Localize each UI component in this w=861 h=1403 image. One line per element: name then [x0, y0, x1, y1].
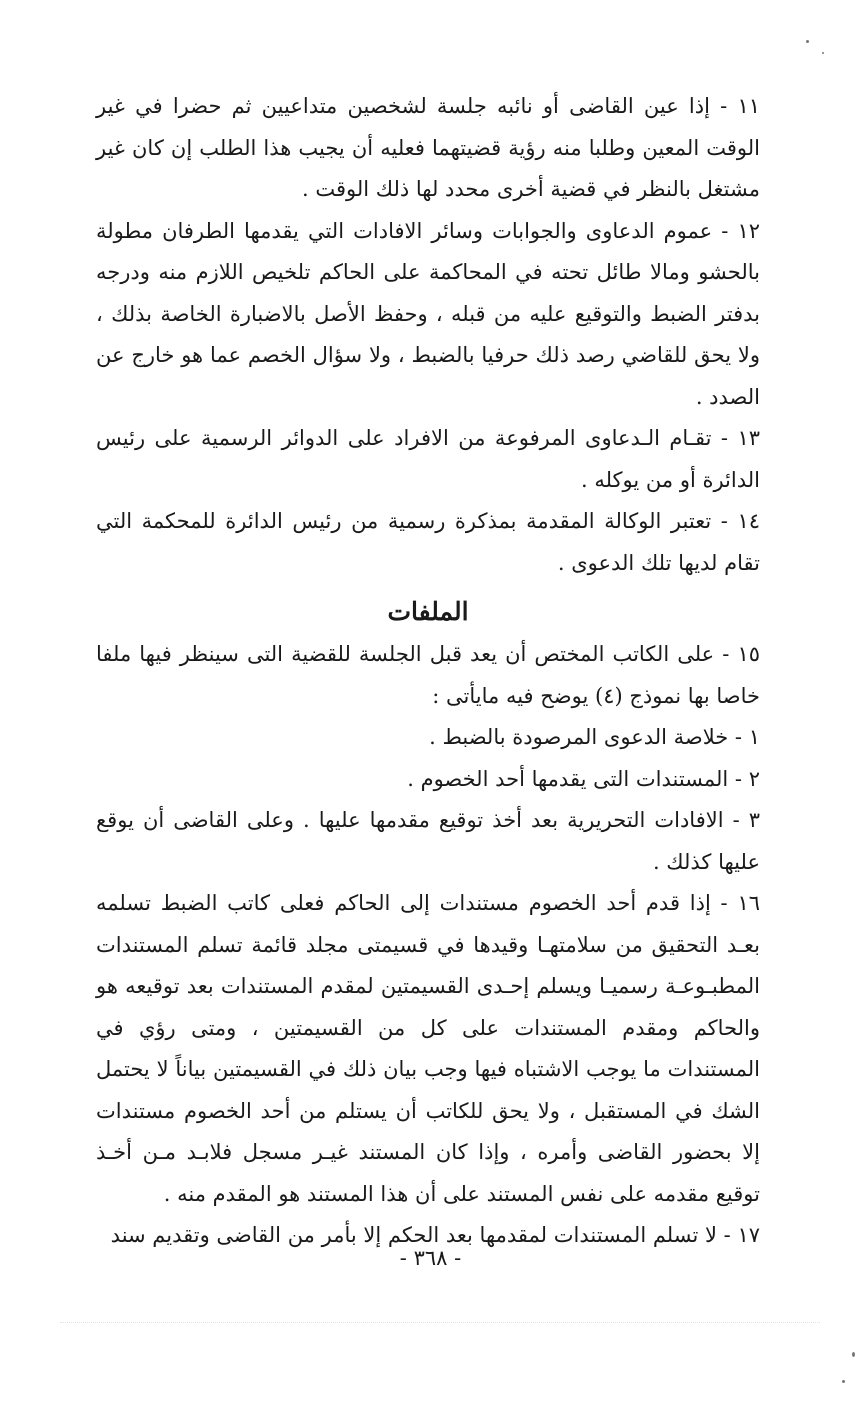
scan-speck	[806, 40, 809, 43]
paragraph-15: ١٥ - على الكاتب المختص أن يعد قبل الجلسة للقضية التى سينظر فيها ملفا خاصا بها نموذج (٤) يوضح فيه مايأتى :	[96, 642, 760, 708]
list-item-1: ١ - خلاصة الدعوى المرصودة بالضبط .	[429, 725, 760, 749]
scan-speck	[852, 1352, 855, 1357]
list-item-3: ٣ - الافادات التحريرية بعد أخذ توقيع مقدمها عليها . وعلى القاضى أن يوقع عليها كذلك .	[96, 808, 760, 874]
paragraph-12: ١٢ - عموم الدعاوى والجوابات وسائر الافادات التي يقدمها الطرفان مطولة بالحشو ومالا طائل تحته في المحاكمة على الحاكم تلخيص اللازم منه ودرجه بدفتر الضبط والتوقيع عليه من قبله ، وحفظ الأصل بالاضبارة الخاصة بذلك ، ولا يحق للقاضي رصد ذلك حرفيا بالضبط ، ولا سؤال الخصم عما هو خارج عن الصدد .	[96, 218, 760, 409]
paragraph-16: ١٦ - إذا قدم أحد الخصوم مستندات إلى الحاكم فعلى كاتب الضبط تسلمه بعـد التحقيق من سلامتهـا وقيدها في قسيمتى مجلد قائمة تسلم المستندات المطبـوعـة رسميـا ويسلم إحـدى القسيمتين لمقدم المستندات بعد توقيعه هو والحاكم ومقدم المستندات على كل من القسيمتين ، ومتى رؤي في المستندات ما يوجب الاشتباه فيها وجب بيان ذلك في القسيمتين بياناً لا يحتمل الشك في المستقبل ، ولا يحق للكاتب أن يستلم من أحد الخصوم مستندات إلا بحضور القاضى وأمره ، وإذا كان المستند غيـر مسجل فلابـد مـن أخـذ توقيع مقدمه على نفس المستند على أن هذا المستند هو المقدم منه .	[96, 891, 760, 1206]
scan-speck	[842, 1380, 845, 1383]
scan-noise	[60, 1322, 820, 1347]
paragraph-13: ١٣ - تقـام الـدعاوى المرفوعة من الافراد على الدوائر الرسمية على رئيس الدائرة أو من يوكله .	[96, 426, 760, 492]
paragraph-14: ١٤ - تعتبر الوكالة المقدمة بمذكرة رسمية من رئيس الدائرة للمحكمة التي تقام لديها تلك الدعوى .	[96, 509, 760, 575]
page-number: - ٣٦٨ -	[399, 1246, 462, 1270]
document-page	[96, 86, 760, 1257]
scan-speck	[822, 52, 824, 54]
section-title: الملفات	[387, 597, 469, 626]
paragraph-17: ١٧ - لا تسلم المستندات لمقدمها بعد الحكم إلا بأمر من القاضى وتقديم سند	[110, 1223, 760, 1247]
paragraph-11: ١١ - إذا عين القاضى أو نائبه جلسة لشخصين متداعيين ثم حضرا في غير الوقت المعين وطلبا منه رؤية قضيتهما فعليه أن يجيب هذا الطلب إن كان غير مشتغل بالنظر في قضية أخرى محدد لها ذلك الوقت .	[96, 94, 760, 201]
list-item-2: ٢ - المستندات التى يقدمها أحد الخصوم .	[407, 766, 760, 791]
